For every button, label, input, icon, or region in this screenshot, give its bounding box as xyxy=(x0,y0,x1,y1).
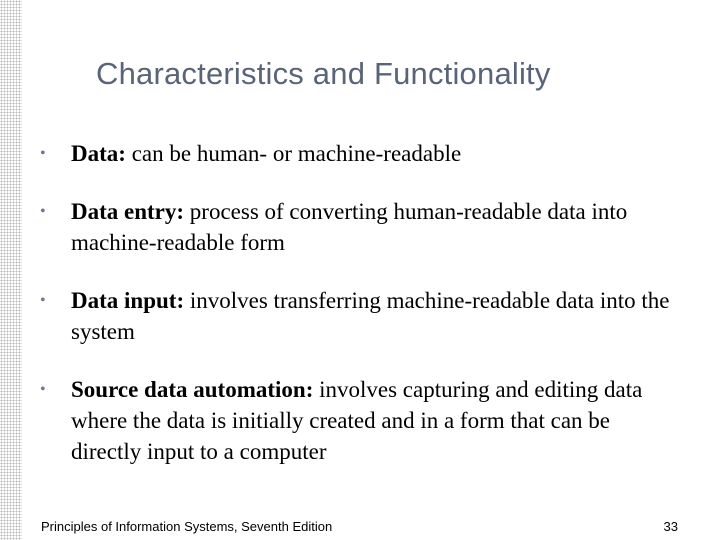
bullet-term: Data input: xyxy=(71,288,185,313)
bullet-icon: • xyxy=(40,145,46,162)
bullet-term: Data entry: xyxy=(71,199,185,224)
bullet-item xyxy=(40,285,680,347)
bullet-icon: • xyxy=(40,292,46,309)
footer-page-number: 33 xyxy=(663,519,678,534)
bullet-text: involves capturing and editing data where the data is initially created and in a form that can be directly input to a computer xyxy=(71,377,643,464)
bullet-term: Data: xyxy=(71,141,126,166)
bullet-term: Source data automation: xyxy=(71,377,314,402)
bullet-text: can be human- or machine-readable xyxy=(125,141,462,166)
bullet-item xyxy=(40,196,680,258)
bullet-icon: • xyxy=(40,203,46,220)
slide-title: Characteristics and Functionality xyxy=(96,56,551,91)
bullet-text: involves transferring machine-readable data into the system xyxy=(71,288,670,344)
bullet-list xyxy=(40,138,680,494)
bullet-item xyxy=(40,138,680,169)
bullet-icon: • xyxy=(40,381,46,398)
footer-book-title: Principles of Information Systems, Seventh Edition xyxy=(41,519,333,534)
decorative-border xyxy=(0,0,22,540)
bullet-text: process of converting human-readable data into machine-readable form xyxy=(71,199,628,255)
bullet-item xyxy=(40,374,680,467)
